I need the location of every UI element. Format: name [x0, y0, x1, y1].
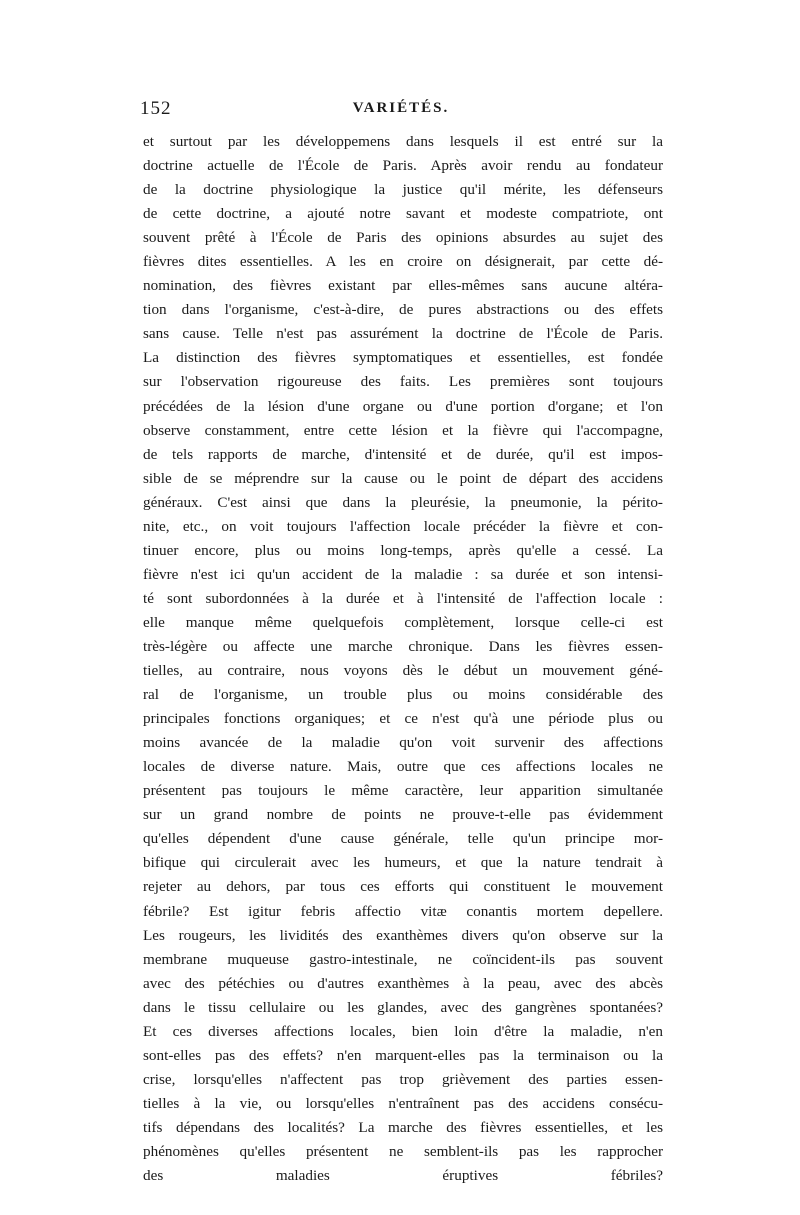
text-line: sont-elles pas des effets? n'en marquent-elles pas la terminaison ou la: [143, 1046, 663, 1064]
text-line: membrane muqueuse gastro-intestinale, ne coïncident-ils pas souvent: [143, 950, 663, 968]
text-line: souvent prêté à l'École de Paris des opinions absurdes au sujet des: [143, 229, 663, 247]
text-line: généraux. C'est ainsi que dans la pleurésie, la pneumonie, la périto-: [143, 493, 663, 511]
text-line: tielles à la vie, ou lorsqu'elles n'entraînent pas des accidens consécu-: [143, 1094, 663, 1112]
text-line: crise, lorsqu'elles n'affectent pas trop grièvement des parties essen-: [143, 1070, 663, 1088]
text-line: dans le tissu cellulaire ou les glandes, avec des gangrènes spontanées?: [143, 998, 663, 1016]
text-line: sur un grand nombre de points ne prouve-t-elle pas évidemment: [143, 806, 663, 824]
text-line: sur l'observation rigoureuse des faits. Les premières sont toujours: [143, 373, 663, 391]
text-line: tifs dépendans des localités? La marche des fièvres essentielles, et les: [143, 1118, 663, 1136]
text-line: de la doctrine physiologique la justice qu'il mérite, les défenseurs: [143, 181, 663, 199]
text-line: té sont subordonnées à la durée et à l'intensité de l'affection locale :: [143, 589, 663, 607]
text-line: tielles, au contraire, nous voyons dès le début un mouvement géné-: [143, 662, 663, 680]
text-line: nomination, des fièvres existant par elles-mêmes sans aucune altéra-: [143, 277, 663, 295]
text-line: ral de l'organisme, un trouble plus ou moins considérable des: [143, 686, 663, 704]
text-line: fébrile? Est igitur febris affectio vitæ conantis mortem depellere.: [143, 902, 663, 920]
text-line: et surtout par les développemens dans lesquels il est entré sur la: [143, 133, 663, 150]
text-line: de tels rapports de marche, d'intensité et de durée, qu'il est impos-: [143, 445, 663, 463]
text-line: avec des pétéchies ou d'autres exanthèmes à la peau, avec des abcès: [143, 974, 663, 992]
text-line: tion dans l'organisme, c'est-à-dire, de pures abstractions ou des effets: [143, 301, 663, 319]
page-header: [140, 98, 662, 126]
text-line: fièvres dites essentielles. A les en croire on désignerait, par cette dé-: [143, 253, 663, 271]
text-line: elle manque même quelquefois complètement, lorsque celle-ci est: [143, 613, 663, 631]
page-number: 152: [140, 98, 172, 119]
text-line: Et ces diverses affections locales, bien loin d'être la maladie, n'en: [143, 1022, 663, 1040]
text-line: bifique qui circulerait avec les humeurs, et que la nature tendrait à: [143, 854, 663, 872]
text-line: [143, 1188, 663, 1212]
text-line: précédées de la lésion d'une organe ou d'une portion d'organe; et l'on: [143, 397, 663, 415]
text-line: fièvre n'est ici qu'un accident de la maladie : sa durée et son intensi-: [143, 565, 663, 583]
text-line: sans cause. Telle n'est pas assurément la doctrine de l'École de Paris.: [143, 325, 663, 343]
text-line: nite, etc., on voit toujours l'affection locale précéder la fièvre et con-: [143, 517, 663, 535]
text-line: qu'elles dépendent d'une cause générale, telle qu'un principe mor-: [143, 830, 663, 848]
text-line: observe constamment, entre cette lésion et la fièvre qui l'accompagne,: [143, 421, 663, 439]
text-line: sible de se méprendre sur la cause ou le point de départ des accidens: [143, 469, 663, 487]
text-line: locales de diverse nature. Mais, outre que ces affections locales ne: [143, 758, 663, 776]
text-line: présentent pas toujours le même caractère, leur apparition simultanée: [143, 782, 663, 800]
text-line: très-légère ou affecte une marche chronique. Dans les fièvres essen-: [143, 637, 663, 655]
text-line: principales fonctions organiques; et ce n'est qu'à une période plus ou: [143, 710, 663, 728]
text-line: tinuer encore, plus ou moins long-temps, après qu'elle a cessé. La: [143, 541, 663, 559]
text-line: La distinction des fièvres symptomatiques et essentielles, est fondée: [143, 349, 663, 367]
text-line: Les rougeurs, les lividités des exanthèmes divers qu'on observe sur la: [143, 926, 663, 944]
text-line: phénomènes qu'elles présentent ne semblent-ils pas les rapprocher: [143, 1142, 663, 1160]
text-line: doctrine actuelle de l'École de Paris. Après avoir rendu au fondateur: [143, 157, 663, 175]
text-line: des maladies éruptives fébriles?: [143, 1167, 663, 1185]
body-text: [143, 130, 663, 1212]
text-line: moins avancée de la maladie qu'on voit survenir des affections: [143, 734, 663, 752]
running-head: VARIÉTÉS.: [352, 100, 450, 116]
text-line: rejeter au dehors, par tous ces efforts qui constituent le mouvement: [143, 878, 663, 896]
text-line: de cette doctrine, a ajouté notre savant et modeste compatriote, ont: [143, 205, 663, 223]
